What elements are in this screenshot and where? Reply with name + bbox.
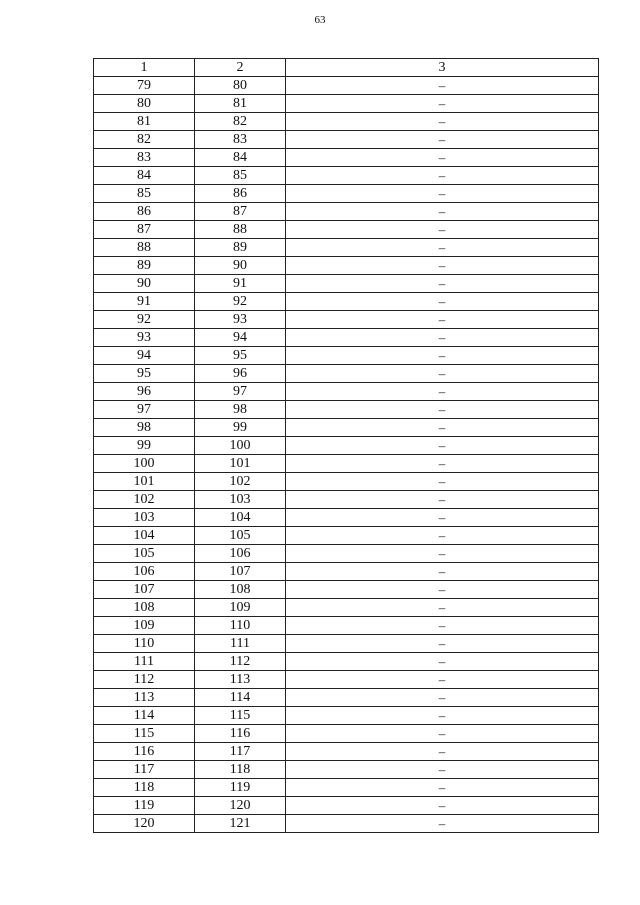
table-header bbox=[94, 59, 599, 77]
table-row bbox=[94, 815, 599, 833]
table-cell-dash: – bbox=[286, 815, 599, 833]
table-cell-dash: – bbox=[286, 131, 599, 149]
header-row bbox=[94, 59, 599, 77]
table-row bbox=[94, 401, 599, 419]
table-cell-dash: – bbox=[286, 599, 599, 617]
table-cell: 113 bbox=[195, 671, 286, 689]
table-cell-dash: – bbox=[286, 797, 599, 815]
table-cell: 106 bbox=[195, 545, 286, 563]
table-cell-dash: – bbox=[286, 527, 599, 545]
table-cell: 121 bbox=[195, 815, 286, 833]
table-row bbox=[94, 653, 599, 671]
table-cell: 81 bbox=[195, 95, 286, 113]
table-row bbox=[94, 689, 599, 707]
table-cell: 112 bbox=[195, 653, 286, 671]
table-cell: 101 bbox=[195, 455, 286, 473]
table-cell: 114 bbox=[195, 689, 286, 707]
table-cell-dash: – bbox=[286, 617, 599, 635]
table-cell: 94 bbox=[94, 347, 195, 365]
table-row bbox=[94, 635, 599, 653]
table-cell: 100 bbox=[94, 455, 195, 473]
table-row bbox=[94, 149, 599, 167]
table-row bbox=[94, 329, 599, 347]
table-cell-dash: – bbox=[286, 419, 599, 437]
table-cell: 104 bbox=[94, 527, 195, 545]
table-cell: 109 bbox=[195, 599, 286, 617]
table-cell: 98 bbox=[94, 419, 195, 437]
table-cell-dash: – bbox=[286, 239, 599, 257]
table-row bbox=[94, 239, 599, 257]
table-row bbox=[94, 383, 599, 401]
table-cell: 103 bbox=[195, 491, 286, 509]
table-cell-dash: – bbox=[286, 761, 599, 779]
table-cell: 119 bbox=[195, 779, 286, 797]
table-row bbox=[94, 257, 599, 275]
table-row bbox=[94, 185, 599, 203]
table-cell-dash: – bbox=[286, 113, 599, 131]
table-row bbox=[94, 491, 599, 509]
table-cell-dash: – bbox=[286, 689, 599, 707]
table-row bbox=[94, 743, 599, 761]
table-cell: 91 bbox=[94, 293, 195, 311]
table-cell-dash: – bbox=[286, 347, 599, 365]
table-cell-dash: – bbox=[286, 437, 599, 455]
table-cell: 101 bbox=[94, 473, 195, 491]
table-cell: 92 bbox=[94, 311, 195, 329]
table-cell: 104 bbox=[195, 509, 286, 527]
table-cell: 114 bbox=[94, 707, 195, 725]
table-cell: 107 bbox=[195, 563, 286, 581]
table-cell: 110 bbox=[195, 617, 286, 635]
table-cell: 103 bbox=[94, 509, 195, 527]
table-row bbox=[94, 113, 599, 131]
table-cell-dash: – bbox=[286, 365, 599, 383]
table-cell: 108 bbox=[94, 599, 195, 617]
table-row bbox=[94, 293, 599, 311]
table-cell: 116 bbox=[94, 743, 195, 761]
table-cell: 82 bbox=[94, 131, 195, 149]
table-cell: 108 bbox=[195, 581, 286, 599]
table-cell-dash: – bbox=[286, 149, 599, 167]
table-cell: 109 bbox=[94, 617, 195, 635]
table-cell: 95 bbox=[195, 347, 286, 365]
table-cell-dash: – bbox=[286, 653, 599, 671]
table-cell-dash: – bbox=[286, 185, 599, 203]
table-row bbox=[94, 671, 599, 689]
table-row bbox=[94, 473, 599, 491]
column-header: 1 bbox=[94, 59, 195, 77]
table-row bbox=[94, 617, 599, 635]
table-cell: 119 bbox=[94, 797, 195, 815]
table-cell: 85 bbox=[94, 185, 195, 203]
table-row bbox=[94, 797, 599, 815]
table-cell: 100 bbox=[195, 437, 286, 455]
table-cell: 95 bbox=[94, 365, 195, 383]
column-header: 3 bbox=[286, 59, 599, 77]
table-cell: 87 bbox=[94, 221, 195, 239]
table-row bbox=[94, 761, 599, 779]
table-cell-dash: – bbox=[286, 77, 599, 95]
table-cell: 118 bbox=[195, 761, 286, 779]
table-cell: 96 bbox=[94, 383, 195, 401]
table-cell-dash: – bbox=[286, 95, 599, 113]
table-row bbox=[94, 167, 599, 185]
table-cell: 115 bbox=[94, 725, 195, 743]
table-cell-dash: – bbox=[286, 221, 599, 239]
table-cell: 97 bbox=[195, 383, 286, 401]
table-cell: 82 bbox=[195, 113, 286, 131]
table-row bbox=[94, 365, 599, 383]
table-row bbox=[94, 527, 599, 545]
table-cell: 81 bbox=[94, 113, 195, 131]
table-cell: 99 bbox=[195, 419, 286, 437]
table-cell-dash: – bbox=[286, 581, 599, 599]
table-row bbox=[94, 419, 599, 437]
table-row bbox=[94, 563, 599, 581]
table-cell: 111 bbox=[195, 635, 286, 653]
table-row bbox=[94, 77, 599, 95]
table-cell: 86 bbox=[195, 185, 286, 203]
table-row bbox=[94, 131, 599, 149]
table-cell: 90 bbox=[195, 257, 286, 275]
table-cell: 80 bbox=[195, 77, 286, 95]
table-cell: 117 bbox=[94, 761, 195, 779]
table-cell-dash: – bbox=[286, 635, 599, 653]
table-cell-dash: – bbox=[286, 383, 599, 401]
table-cell: 90 bbox=[94, 275, 195, 293]
table-cell-dash: – bbox=[286, 401, 599, 419]
table-cell: 120 bbox=[94, 815, 195, 833]
table-cell: 117 bbox=[195, 743, 286, 761]
table-cell-dash: – bbox=[286, 257, 599, 275]
column-header: 2 bbox=[195, 59, 286, 77]
table-row bbox=[94, 203, 599, 221]
table-cell: 84 bbox=[94, 167, 195, 185]
table-cell: 118 bbox=[94, 779, 195, 797]
table-cell-dash: – bbox=[286, 473, 599, 491]
table-cell: 99 bbox=[94, 437, 195, 455]
table-cell-dash: – bbox=[286, 293, 599, 311]
table-cell: 106 bbox=[94, 563, 195, 581]
table-cell: 94 bbox=[195, 329, 286, 347]
table-cell-dash: – bbox=[286, 725, 599, 743]
table-cell-dash: – bbox=[286, 329, 599, 347]
table-cell: 79 bbox=[94, 77, 195, 95]
data-table bbox=[93, 58, 599, 833]
table-cell: 105 bbox=[195, 527, 286, 545]
table-cell: 93 bbox=[94, 329, 195, 347]
table-cell: 102 bbox=[195, 473, 286, 491]
table-cell-dash: – bbox=[286, 743, 599, 761]
table-cell-dash: – bbox=[286, 545, 599, 563]
table-cell-dash: – bbox=[286, 455, 599, 473]
table-cell: 88 bbox=[195, 221, 286, 239]
table-cell: 93 bbox=[195, 311, 286, 329]
table-row bbox=[94, 275, 599, 293]
table-cell: 111 bbox=[94, 653, 195, 671]
table-cell: 116 bbox=[195, 725, 286, 743]
table-cell-dash: – bbox=[286, 509, 599, 527]
table-row bbox=[94, 455, 599, 473]
table-cell: 85 bbox=[195, 167, 286, 185]
table-cell: 89 bbox=[195, 239, 286, 257]
table-row bbox=[94, 707, 599, 725]
table-cell: 107 bbox=[94, 581, 195, 599]
table-cell: 110 bbox=[94, 635, 195, 653]
table-cell: 86 bbox=[94, 203, 195, 221]
table-cell: 98 bbox=[195, 401, 286, 419]
table-cell-dash: – bbox=[286, 563, 599, 581]
table-cell: 80 bbox=[94, 95, 195, 113]
table-cell: 83 bbox=[195, 131, 286, 149]
table-cell: 115 bbox=[195, 707, 286, 725]
table-body bbox=[94, 77, 599, 833]
table-cell-dash: – bbox=[286, 311, 599, 329]
table-cell-dash: – bbox=[286, 167, 599, 185]
table-row bbox=[94, 437, 599, 455]
table-cell: 87 bbox=[195, 203, 286, 221]
page-number: 63 bbox=[314, 14, 326, 26]
table-cell: 89 bbox=[94, 257, 195, 275]
table-row bbox=[94, 581, 599, 599]
table-row bbox=[94, 221, 599, 239]
table-cell-dash: – bbox=[286, 671, 599, 689]
table-cell-dash: – bbox=[286, 491, 599, 509]
table-row bbox=[94, 509, 599, 527]
table-cell: 120 bbox=[195, 797, 286, 815]
table-row bbox=[94, 779, 599, 797]
table-cell: 105 bbox=[94, 545, 195, 563]
table-cell: 97 bbox=[94, 401, 195, 419]
table-row bbox=[94, 347, 599, 365]
table-cell: 112 bbox=[94, 671, 195, 689]
table-cell: 96 bbox=[195, 365, 286, 383]
table-cell-dash: – bbox=[286, 203, 599, 221]
table-cell: 88 bbox=[94, 239, 195, 257]
table-cell: 102 bbox=[94, 491, 195, 509]
table-cell: 84 bbox=[195, 149, 286, 167]
table-cell-dash: – bbox=[286, 779, 599, 797]
table-row bbox=[94, 725, 599, 743]
table-cell: 113 bbox=[94, 689, 195, 707]
table-cell: 92 bbox=[195, 293, 286, 311]
table-cell: 83 bbox=[94, 149, 195, 167]
table-row bbox=[94, 599, 599, 617]
table-cell-dash: – bbox=[286, 275, 599, 293]
table-row bbox=[94, 311, 599, 329]
table-row bbox=[94, 95, 599, 113]
table-cell: 91 bbox=[195, 275, 286, 293]
table-cell-dash: – bbox=[286, 707, 599, 725]
table-row bbox=[94, 545, 599, 563]
